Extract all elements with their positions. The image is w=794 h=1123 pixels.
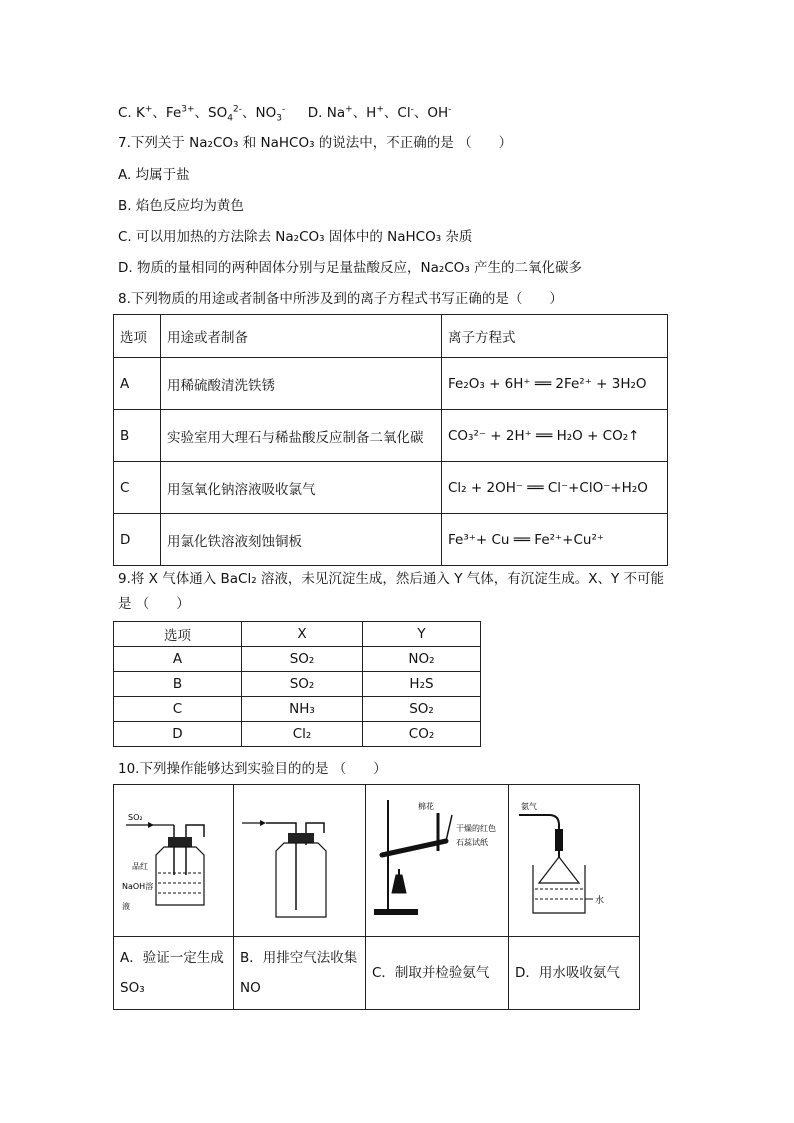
q7-option-a: A. 均属于盐 [118,167,190,183]
table-cell: D [114,722,242,747]
figure-label-cotton: 棉花 [418,802,434,811]
table-cell: Fe₂O₃ + 6H⁺ ══ 2Fe²⁺ + 3H₂O [442,358,668,410]
table-cell: Fe³⁺+ Cu ══ Fe²⁺+Cu²⁺ [442,514,668,566]
caption-d: D．用水吸收氨气 [509,937,640,1010]
table-cell: CO₃²⁻ + 2H⁺ ══ H₂O + CO₂↑ [442,410,668,462]
figure-cell-c [366,785,509,937]
figure-cell-a [114,785,234,937]
gas-collecting-bottle-figure [234,785,365,932]
table-cell: 用氯化铁溶液刻蚀铜板 [161,514,442,566]
table-row [114,514,668,566]
gas-washing-bottle-figure [114,785,233,932]
table-row [114,722,481,747]
ammonia-absorption-figure [509,785,639,932]
table-cell: B [114,410,161,462]
table-cell: SO₂ [363,697,481,722]
q7-option-d: D. 物质的量相同的两种固体分别与足量盐酸反应，Na₂CO₃ 产生的二氧化碳多 [118,260,583,276]
table-header-cell: X [242,622,363,647]
caption-row [114,937,640,1010]
figure-row [114,785,640,937]
q10-stem: 10.下列操作能够达到实验目的的是 （ ） [118,761,387,777]
table-header-row [114,315,668,358]
caption-b: B．用排空气法收集 NO [234,937,366,1010]
figure-label-ammonia: 氨气 [521,802,537,811]
table-header-cell: Y [363,622,481,647]
q9-table [113,621,481,747]
figure-label-paper1: 干燥的红色 [456,824,496,833]
figure-label-paper2: 石蕊试纸 [456,838,488,847]
table-cell: SO₂ [242,672,363,697]
table-header-row [114,622,481,647]
figure-cell-d [509,785,640,937]
table-cell: Cl₂ + 2OH⁻ ══ Cl⁻+ClO⁻+H₂O [442,462,668,514]
table-cell: 实验室用大理石与稀盐酸反应制备二氧化碳 [161,410,442,462]
table-row [114,672,481,697]
table-row [114,358,668,410]
table-cell: SO₂ [242,647,363,672]
table-cell: B [114,672,242,697]
table-cell: 用氢氧化钠溶液吸收氯气 [161,462,442,514]
q10-table [113,784,640,1010]
table-header-cell: 用途或者制备 [161,315,442,358]
figure-label-ye: 液 [122,902,130,911]
table-cell: A [114,358,161,410]
table-cell: D [114,514,161,566]
q7-option-b: B. 焰色反应均为黄色 [118,198,244,214]
q7-option-c: C. 可以用加热的方法除去 Na₂CO₃ 固体中的 NaHCO₃ 杂质 [118,229,473,245]
q9-stem-line1: 9.将 X 气体通入 BaCl₂ 溶液，未见沉淀生成，然后通入 Y 气体，有沉淀生成。X、Y 不可能 [118,571,665,587]
q7-stem: 7.下列关于 Na₂CO₃ 和 NaHCO₃ 的说法中，不正确的是 （ ） [118,135,513,151]
table-cell: CO₂ [363,722,481,747]
table-row [114,462,668,514]
table-row [114,647,481,672]
ammonia-preparation-figure [366,785,508,932]
caption-c: C．制取并检验氨气 [366,937,509,1010]
q8-table [113,314,668,566]
table-cell: H₂S [363,672,481,697]
table-header-cell: 选项 [114,622,242,647]
table-header-cell: 选项 [114,315,161,358]
q8-stem: 8.下列物质的用途或者制备中所涉及到的离子方程式书写正确的是（ ） [118,291,563,307]
table-cell: A [114,647,242,672]
figure-label-so2: SO₂ [128,813,143,822]
q6-options-line: C. K+、$Fe^{3+}$、$SO_4^{2-}$、$NO_3^-$ D. Na+、H+、Cl-、OH- [118,104,452,124]
caption-a: A．验证一定生成 SO₃ [114,937,234,1010]
table-row [114,410,668,462]
q9-stem-line2: 是 （ ） [118,596,190,612]
table-cell: C [114,462,161,514]
table-row [114,697,481,722]
table-cell: C [114,697,242,722]
figure-label-naoh: NaOH溶 [122,882,154,891]
table-cell: NO₂ [363,647,481,672]
table-cell: NH₃ [242,697,363,722]
figure-label-pinhong: 品红 [132,862,148,871]
figure-label-water: 水 [595,896,605,906]
table-cell: 用稀硫酸清洗铁锈 [161,358,442,410]
figure-cell-b [234,785,366,937]
table-header-cell: 离子方程式 [442,315,668,358]
table-cell: Cl₂ [242,722,363,747]
